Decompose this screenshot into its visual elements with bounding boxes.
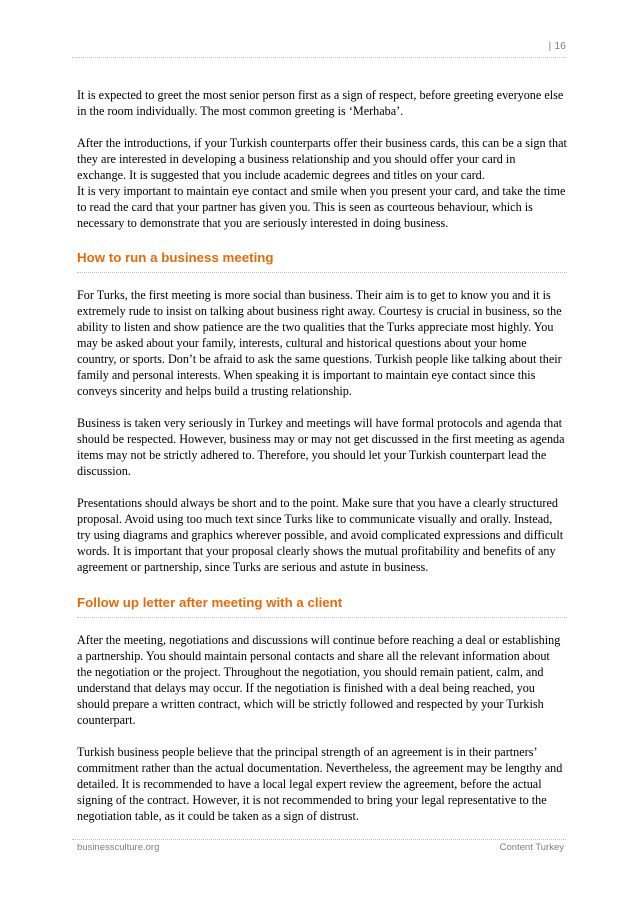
page-number xyxy=(548,40,566,52)
section-heading-business-meeting: How to run a business meeting xyxy=(77,250,567,273)
page-number-divider: | xyxy=(548,40,552,52)
page-number-value: 16 xyxy=(554,40,566,52)
intro-paragraph-1: It is expected to greet the most senior person first as a sign of respect, before greeting everyone else in the room individually. The most common greeting is ‘Merhaba’. xyxy=(77,88,564,118)
section-heading-follow-up-letter: Follow up letter after meeting with a client xyxy=(77,595,567,618)
header-divider xyxy=(72,57,566,58)
section-business-meeting xyxy=(77,287,567,575)
follow-up-paragraph-1: After the meeting, negotiations and discussions will continue before reaching a deal or establishing a partnership. You should maintain personal contacts and share all the relevant information about the negotiation or the project. Throughout the negotiation, you should remain patient, calm, and understand that delays may occur. If the negotiation is finished with a deal being reached, you should prepare a written contract, which will be strictly followed and respected by your Turkish counterpart. xyxy=(77,633,561,727)
intro-paragraph-2: After the introductions, if your Turkish counterparts offer their business cards, this can be a sign that they are interested in developing a business relationship and you should offer your card in exchange. It is suggested that you include academic degrees and titles on your card. It is very important to maintain eye contact and smile when you present your card, and take the time to read the card that your partner has given you. This is seen as courteous behaviour, which is necessary to demonstrate that you are seriously interested in doing business. xyxy=(77,136,567,230)
footer-website: businessculture.org xyxy=(77,842,160,853)
follow-up-paragraph-2: Turkish business people believe that the principal strength of an agreement is in their partners’ commitment rather than the actual documentation. Nevertheless, the agreement may be lengthy and detailed. It is recommended to have a local legal expert review the agreement, before the actual signing of the contract. However, it is not recommended to bring your legal representative to the negotiation table, as it could be taken as a sign of distrust. xyxy=(77,745,563,823)
footer-divider xyxy=(72,839,566,840)
business-meeting-paragraph-1: For Turks, the first meeting is more social than business. Their aim is to get to know you and it is extremely rude to insist on talking about business right away. Courtesy is crucial in business, so the ability to listen and show patience are the two qualities that the Turks appreciate most highly. You may be asked about your family, interests, cultural and historical questions about your home country, or sports. Don’t be afraid to ask the same questions. Turkish people like talking about their family and personal interests. When speaking it is important to maintain eye contact since this conveys sincerity and helps build a trusting relationship. xyxy=(77,288,562,398)
section-follow-up-letter xyxy=(77,632,567,824)
business-meeting-paragraph-2: Business is taken very seriously in Turkey and meetings will have formal protocols and agenda that should be respected. However, business may or may not get discussed in the first meeting as agenda items may not be strictly adhered to. Therefore, you should let your Turkish counterpart lead the discussion. xyxy=(77,416,565,478)
footer-section-title: Content Turkey xyxy=(499,842,564,853)
document-body xyxy=(77,87,567,840)
business-meeting-paragraph-3: Presentations should always be short and to the point. Make sure that you have a clearly structured proposal. Avoid using too much text since Turks like to communicate visually and orally. Instead, try using diagrams and graphics wherever possible, and avoid complicated expressions and difficult words. It is important that your proposal clearly shows the mutual profitability and benefits of any agreement or partnership, since Turks are serious and astute in business. xyxy=(77,496,564,574)
